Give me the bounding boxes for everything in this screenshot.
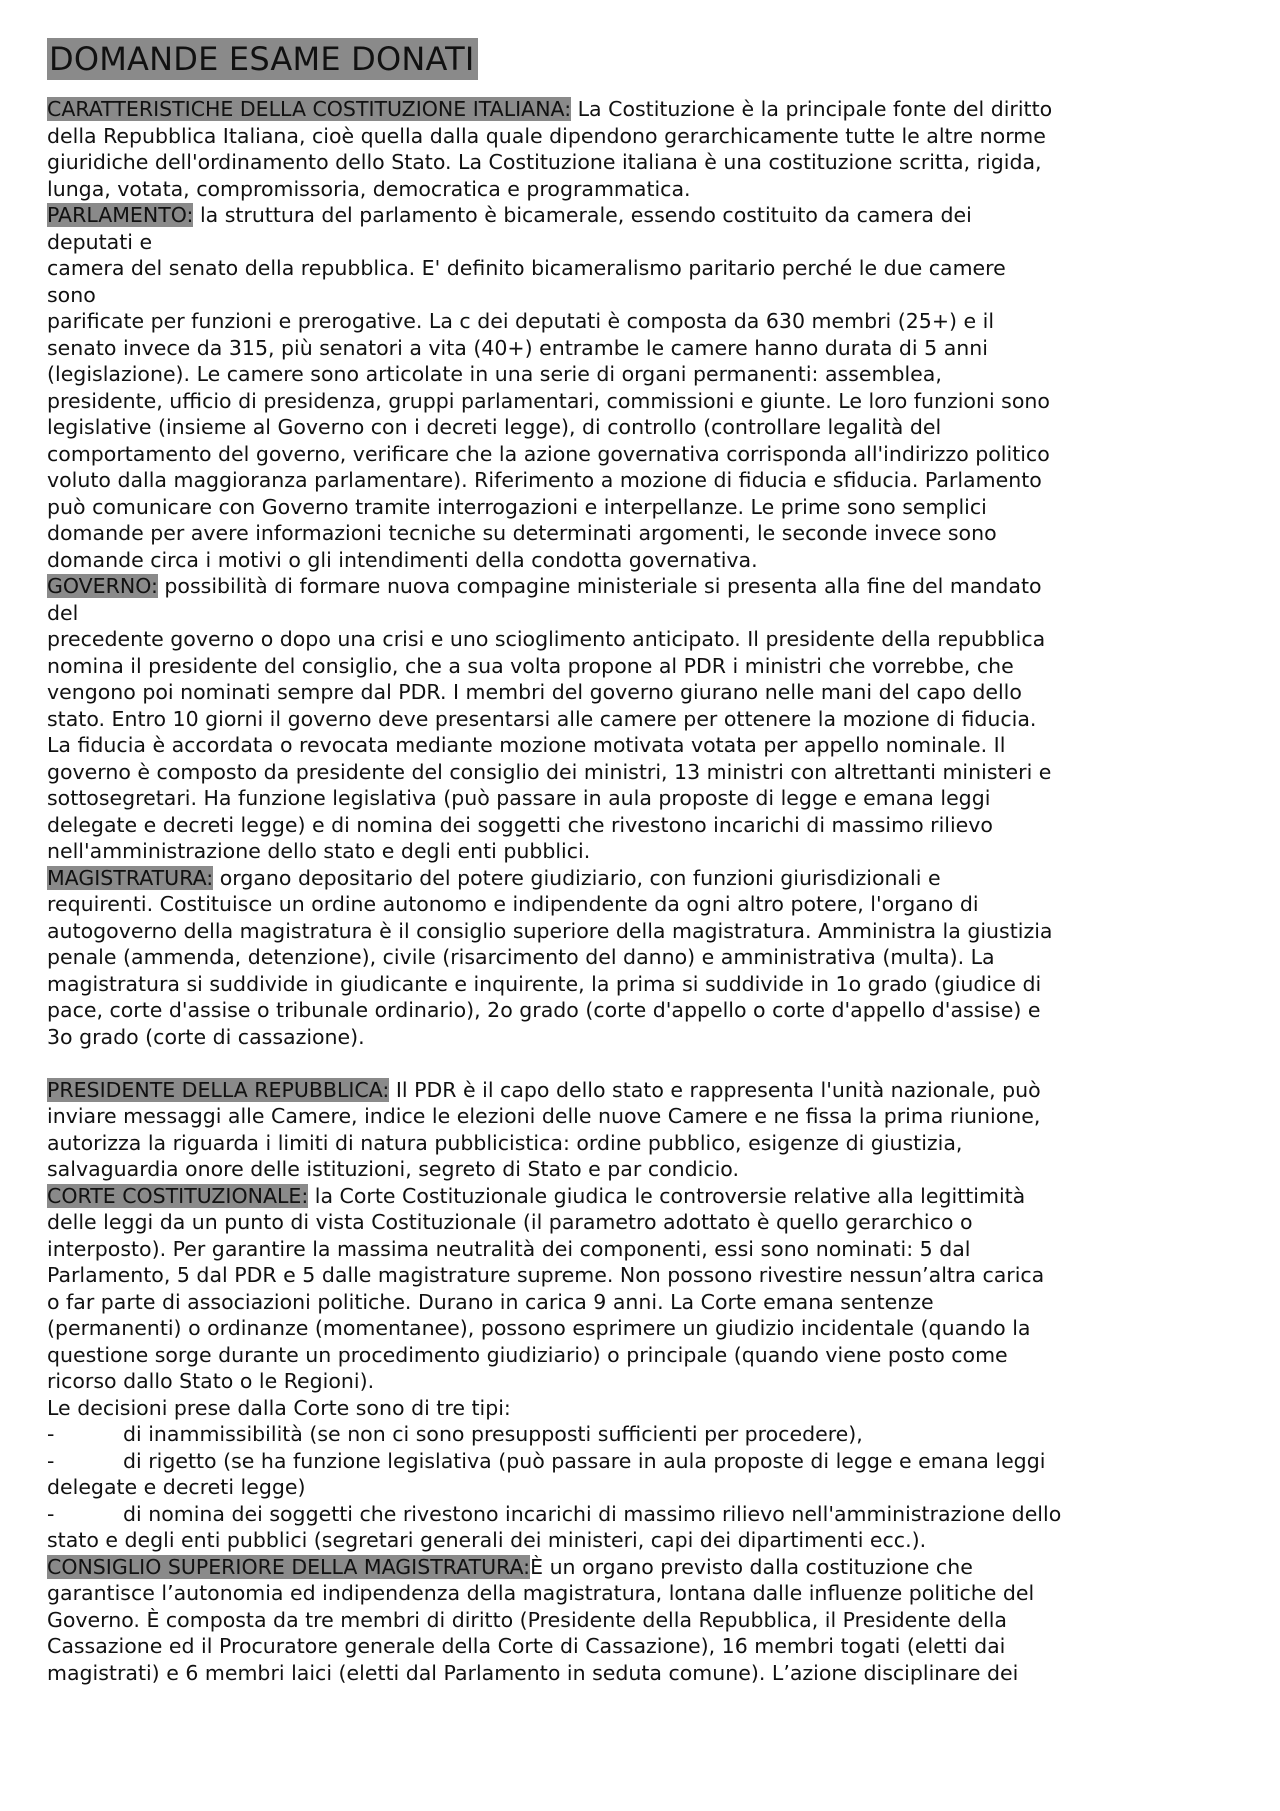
section-presidente-repubblica <box>47 1077 1177 1183</box>
section-text: la Corte Costituzionale giudica le controversie relative alla legittimità delle leggi da un punto di vista Costituzionale (il parametro adottato è quello gerarchico o interposto). Per garantire la massima neutralità dei componenti, essi sono nominati: 5 dal Parlamento, 5 dal PDR e 5 dalle magistrature supreme. Non possono rivestire nessun’altra carica o far parte di associazioni politiche. Durano in carica 9 anni. La Corte emana sentenze (permanenti) o ordinanze (momentanee), possono esprimere un giudizio incidentale (quando la questione sorge durante un procedimento giudiziario) o principale (quando viene posto come ricorso dallo Stato o le Regioni). Le decisioni prese dalla Corte sono di tre tipi: <box>47 1183 1045 1420</box>
list-dash: - <box>47 1422 55 1446</box>
list-dash: - <box>47 1448 55 1473</box>
section-label: MAGISTRATURA: <box>47 865 214 890</box>
section-magistratura <box>47 865 1177 1051</box>
section-text: La Costituzione è la principale fonte del diritto della Repubblica Italiana, cioè quella dalla quale dipendono gerarchicamente tutte le altre norme giuridiche dell'ordinamento dello Stato. La Costituzione italiana è una costituzione scritta, rigida, lunga, votata, compromissoria, democratica e programmatica. <box>47 97 1053 201</box>
list-dash: - <box>47 1501 55 1526</box>
section-governo <box>47 573 1177 865</box>
section-label: PARLAMENTO: <box>47 203 194 227</box>
section-label: CONSIGLIO SUPERIORE DELLA MAGISTRATURA: <box>47 1554 531 1579</box>
section-corte-costituzionale <box>47 1183 1177 1422</box>
list-item <box>47 1448 1177 1501</box>
section-text: la struttura del parlamento è bicamerale, essendo costituito da camera dei deputati e camera del senato della repubblica. E' definito bicameralismo paritario perché le due camere sono parificate per funzioni e prerogative. La c dei deputati è composta da 630 membri (25+) e il senato invece da 315, più senatori a vita (40+) entrambe le camere hanno durata di 5 anni (legislazione). Le camere sono articolate in una serie di organi permanenti: assemblea, presidente, ufficio di presidenza, gruppi parlamentari, commissioni e giunte. Le loro funzioni sono legislative (insieme al Governo con i decreti legge), di controllo (controllare legalità del comportamento del governo, verificare che la azione governativa corrisponda all'indirizzo politico voluto dalla maggioranza parlamentare). Riferimento a mozione di fiducia e sfiducia. Parlamento può comunicare con Governo tramite interrogazioni e interpellanze. Le prime sono semplici domande per avere informazioni tecniche su determinati argomenti, le seconde invece sono domande circa i motivi o gli intendimenti della condotta governativa. <box>47 203 1050 572</box>
section-parlamento <box>47 202 1177 573</box>
section-label: CARATTERISTICHE DELLA COSTITUZIONE ITALIANA: <box>47 97 572 121</box>
section-text: È un organo previsto dalla costituzione che garantisce l’autonomia ed indipendenza della magistratura, lontana dalle influenze politiche del Governo. È composta da tre membri di diritto (Presidente della Repubblica, il Presidente della Cassazione ed il Procuratore generale della Corte di Cassazione), 16 membri togati (eletti dai magistrati) e 6 membri laici (eletti dal Parlamento in seduta comune). L’azione disciplinare dei <box>47 1554 1035 1685</box>
list-item-text: di inammissibilità (se non ci sono presupposti sufficienti per procedere), <box>123 1422 863 1446</box>
list-item-text: di nomina dei soggetti che rivestono incarichi di massimo rilievo nell'amministrazione dello stato e degli enti pubblici (segretari generali dei ministeri, capi dei dipartimenti ecc.). <box>47 1501 1062 1552</box>
section-costituzione <box>47 96 1177 202</box>
section-label: PRESIDENTE DELLA REPUBBLICA: <box>47 1077 390 1102</box>
section-text: Il PDR è il capo dello stato e rappresenta l'unità nazionale, può inviare messaggi alle Camere, indice le elezioni delle nuove Camere e ne fissa la prima riunione, autorizza la riguarda i limiti di natura pubblicistica: ordine pubblico, esigenze di giustizia, salvaguardia onore delle istituzioni, segreto di Stato e par condicio. <box>47 1077 1041 1181</box>
paragraph-gap <box>47 1050 1177 1077</box>
list-item <box>47 1501 1177 1554</box>
section-label: CORTE COSTITUZIONALE: <box>47 1183 309 1208</box>
document-page <box>47 38 1177 1686</box>
list-item-text: di rigetto (se ha funzione legislativa (può passare in aula proposte di legge e emana leggi delegate e decreti legge) <box>47 1448 1046 1499</box>
section-text: organo depositario del potere giudiziario, con funzioni giurisdizionali e requirenti. Costituisce un ordine autonomo e indipendente da ogni altro potere, l'organo di autogoverno della magistratura è il consiglio superiore della magistratura. Amministra la giustizia penale (ammenda, detenzione), civile (risarcimento del danno) e amministrativa (multa). La magistratura si suddivide in giudicante e inquirente, la prima si suddivide in 1o grado (giudice di pace, corte d'assise o tribunale ordinario), 2o grado (corte d'appello o corte d'appello d'assise) e 3o grado (corte di cassazione). <box>47 865 1053 1049</box>
section-csm <box>47 1554 1177 1687</box>
list-item <box>47 1421 1177 1448</box>
section-label: GOVERNO: <box>47 574 158 598</box>
section-text: possibilità di formare nuova compagine ministeriale si presenta alla fine del mandato del precedente governo o dopo una crisi e uno scioglimento anticipato. Il presidente della repubblica nomina il presidente del consiglio, che a sua volta propone al PDR i ministri che vorrebbe, che vengono poi nominati sempre dal PDR. I membri del governo giurano nelle mani del capo dello stato. Entro 10 giorni il governo deve presentarsi alle camere per ottenere la mozione di fiducia. La fiducia è accordata o revocata mediante mozione motivata votata per appello nominale. Il governo è composto da presidente del consiglio dei ministri, 13 ministri con altrettanti ministeri e sottosegretari. Ha funzione legislativa (può passare in aula proposte di legge e emana leggi delegate e decreti legge) e di nomina dei soggetti che rivestono incarichi di massimo rilievo nell'amministrazione dello stato e degli enti pubblici. <box>47 574 1052 863</box>
document-title: DOMANDE ESAME DONATI <box>47 38 478 80</box>
